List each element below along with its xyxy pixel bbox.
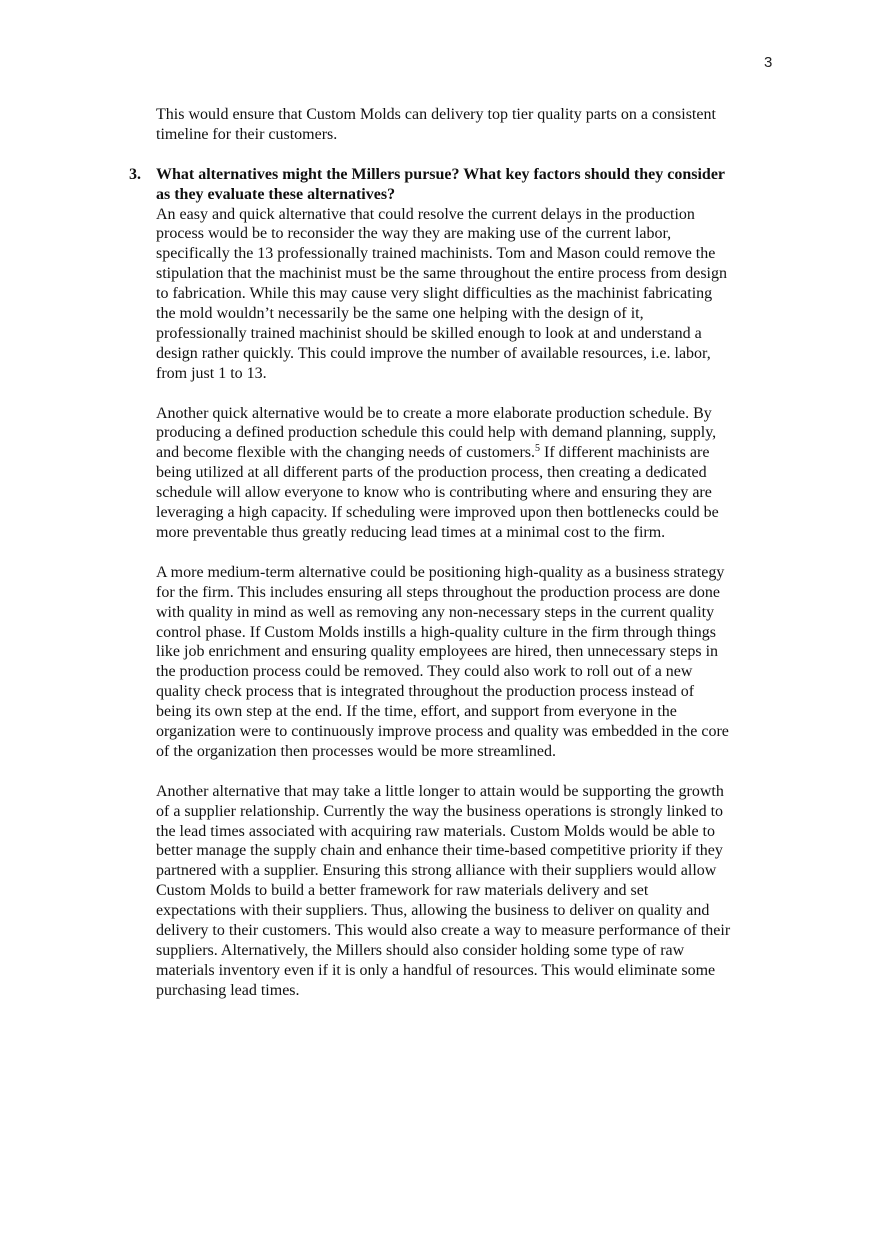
paragraph-line: suppliers. Alternatively, the Millers should also consider holding some type of raw [156, 942, 685, 959]
paragraph-line: Custom Molds to build a better framework for raw materials delivery and set [156, 882, 649, 900]
paragraph-line: process would be to reconsider the way they are making use of the current labor, [156, 225, 672, 243]
paragraph-line: quality check process that is integrated throughout the production process instead of [156, 683, 695, 701]
paragraph-quality-alternative [156, 563, 781, 762]
paragraph-line: organization were to continuously improve process and quality was embedded in the core [156, 723, 729, 741]
paragraph-line: schedule will allow everyone to know who is contributing where and ensuring they are [156, 484, 712, 502]
paragraph-line: leveraging a high capacity. If scheduling were improved upon then bottlenecks could be [156, 504, 719, 522]
paragraph-line: better manage the supply chain and enhance their time-based competitive priority if they [156, 842, 723, 860]
paragraph-line: materials inventory even if it is only a handful of resources. This would eliminate some [156, 961, 716, 979]
question-line: as they evaluate these alternatives? [156, 185, 396, 203]
paragraph-line: delivery to their customers. This would also create a way to measure performance of their [156, 922, 731, 940]
question-number: 3. [129, 165, 141, 183]
paragraph-line: Another quick alternative would be to create a more elaborate production schedule. By [156, 404, 712, 422]
question-heading [129, 165, 781, 205]
document-body [129, 105, 781, 1021]
paragraph-line: of a supplier relationship. Currently the way the business operations is strongly linked to [156, 802, 724, 820]
paragraph-line: professionally trained machinist should be skilled enough to look at and understand a [156, 324, 702, 342]
paragraph-line: with quality in mind as well as removing any non-necessary steps in the current quality [156, 603, 715, 621]
paragraph-line: of the organization then processes would be more streamlined. [156, 742, 557, 760]
paragraph-line [156, 443, 781, 463]
paragraph-line: the production process could be removed. They could also work to roll out of a new [156, 663, 693, 681]
footnote-marker: 5 [535, 443, 540, 455]
page-number: 3 [764, 54, 773, 71]
paragraph-line: for the firm. This includes ensuring all steps throughout the production process are done [156, 583, 721, 601]
paragraph-line: purchasing lead times. [156, 981, 300, 999]
paragraph-line: design rather quickly. This could improve the number of available resources, i.e. labor, [156, 344, 711, 362]
paragraph-line: to fabrication. While this may cause very slight difficulties as the machinist fabricating [156, 285, 713, 303]
intro-paragraph [156, 105, 781, 145]
paragraph-line: control phase. If Custom Molds instills a high-quality culture in the firm through things [156, 623, 716, 641]
paragraph-line: being utilized at all different parts of the production process, then creating a dedicated [156, 464, 707, 482]
paragraph-line: being its own step at the end. If the time, effort, and support from everyone in the [156, 703, 677, 721]
paragraph-line: more preventable thus greatly reducing lead times at a minimal cost to the firm. [156, 524, 666, 541]
paragraph-line: like job enrichment and ensuring quality employees are hired, then unnecessary steps in [156, 643, 719, 661]
paragraph-line: producing a defined production schedule this could help with demand planning, supply, [156, 424, 717, 442]
paragraph-text: If different machinists are [540, 444, 710, 462]
paragraph-labor-alternative [156, 205, 781, 384]
intro-line: This would ensure that Custom Molds can delivery top tier quality parts on a consistent [156, 106, 716, 123]
paragraph-line: A more medium-term alternative could be positioning high-quality as a business strategy [156, 563, 725, 581]
question-line: What alternatives might the Millers pursue? What key factors should they consider [156, 165, 726, 183]
paragraph-text: and become flexible with the changing needs of customers. [156, 444, 535, 462]
paragraph-line: partnered with a supplier. Ensuring this strong alliance with their suppliers would allow [156, 862, 717, 880]
paragraph-line: the lead times associated with acquiring raw materials. Custom Molds would be able to [156, 822, 715, 840]
paragraph-line: expectations with their suppliers. Thus, allowing the business to deliver on quality and [156, 902, 710, 920]
paragraph-line: the mold wouldn’t necessarily be the same one helping with the design of it, [156, 305, 644, 323]
paragraph-line: stipulation that the machinist must be the same throughout the entire process from design [156, 265, 727, 283]
paragraph-line: Another alternative that may take a little longer to attain would be supporting the growth [156, 782, 724, 800]
paragraph-supplier-alternative [156, 782, 781, 1001]
paragraph-line: from just 1 to 13. [156, 364, 267, 382]
paragraph-schedule-alternative [156, 404, 781, 543]
paragraph-line: An easy and quick alternative that could resolve the current delays in the production [156, 205, 695, 223]
paragraph-line: specifically the 13 professionally trained machinists. Tom and Mason could remove the [156, 245, 716, 263]
intro-line: timeline for their customers. [156, 125, 338, 143]
